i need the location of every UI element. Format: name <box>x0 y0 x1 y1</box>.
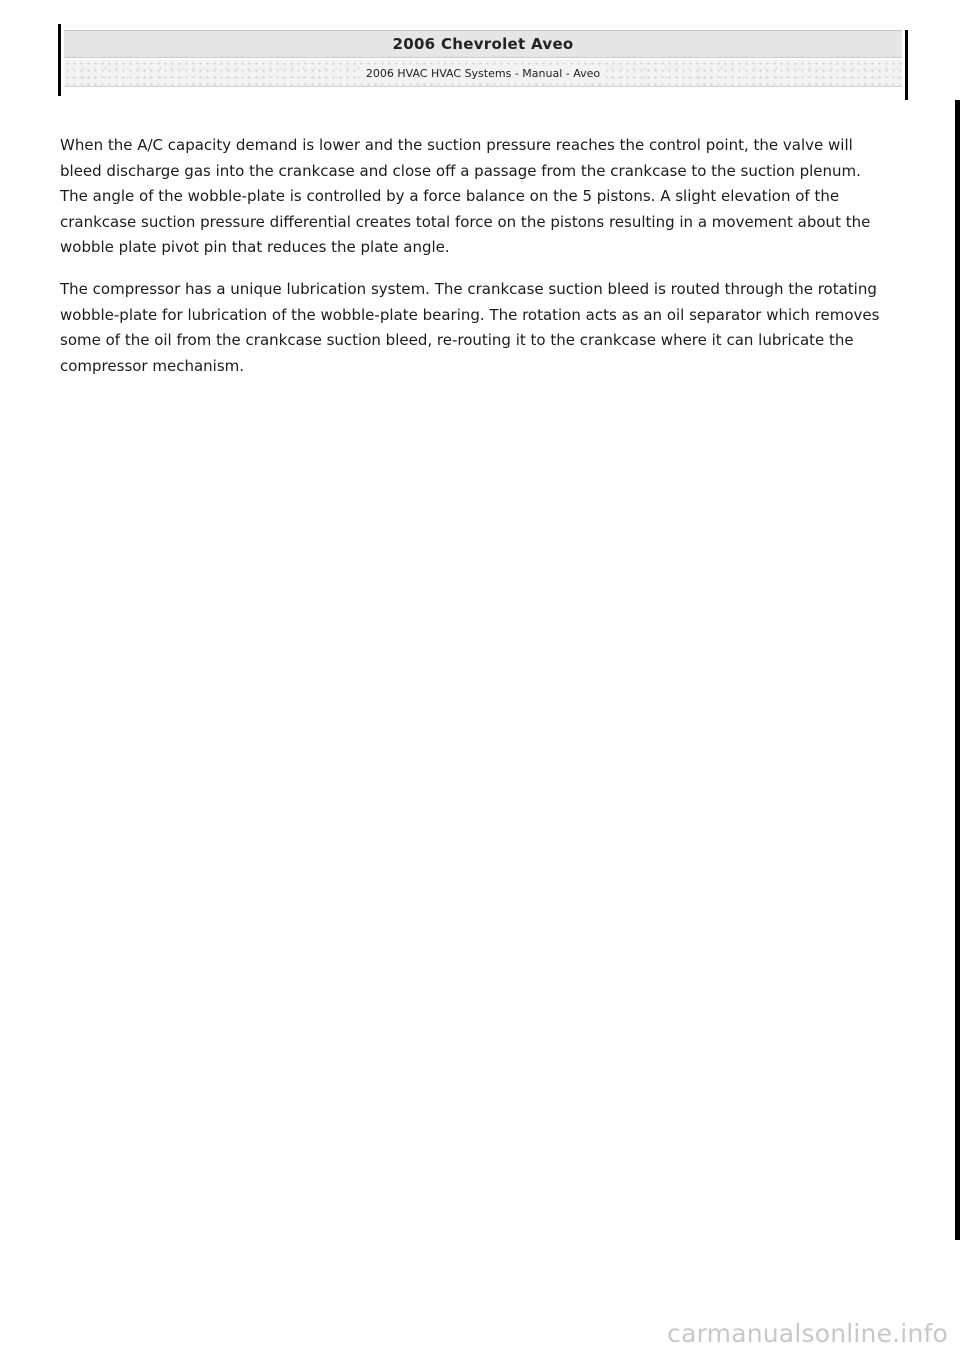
page-edge-rule <box>955 100 960 1240</box>
title-band <box>64 30 902 58</box>
document-title: 2006 Chevrolet Aveo <box>392 35 574 53</box>
header-right-rule <box>905 30 908 100</box>
paragraph-wobble-plate-control: When the A/C capacity demand is lower and the suction pressure reaches the control point, the valve will bleed discharge gas into the crankcase and close off a passage from the crankcase to the suction plenum. The angle of the wobble-plate is controlled by a force balance on the 5 pistons. A slight elevation of the crankcase suction pressure differential creates total force on the pistons resulting in a movement about the wobble plate pivot pin that reduces the plate angle. <box>60 136 871 257</box>
header-left-rule <box>58 24 61 96</box>
subtitle-band <box>64 60 902 87</box>
site-watermark: carmanualsonline.info <box>667 1319 948 1348</box>
document-subtitle: 2006 HVAC HVAC Systems - Manual - Aveo <box>360 67 606 80</box>
body-content <box>60 133 890 395</box>
page-header <box>58 24 908 100</box>
paragraph-lubrication-system: The compressor has a unique lubrication system. The crankcase suction bleed is routed through the rotating wobble-plate for lubrication of the wobble-plate bearing. The rotation acts as an oil separator which removes some of the oil from the crankcase suction bleed, re-routing it to the crankcase where it can lubricate the compressor mechanism. <box>60 279 880 375</box>
